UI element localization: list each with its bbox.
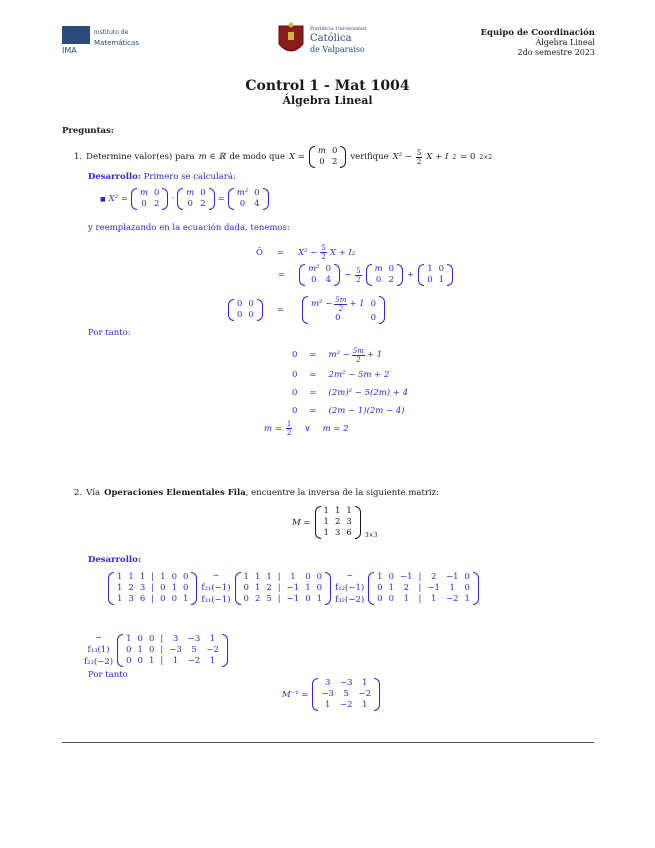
matrix-cell: 1 — [182, 593, 189, 604]
q2-dev-label: Desarrollo: — [88, 555, 141, 565]
q2-row-ops-1 — [108, 570, 479, 606]
logo-text-1: Instituto de — [94, 29, 129, 36]
q1-text-a: Determine valor(es) para — [86, 152, 195, 162]
logo-center-text-2: Católica — [310, 33, 352, 44]
matrix-cell: 3 — [324, 678, 331, 688]
matrix-cell: 1 — [403, 593, 409, 604]
matrix-cell: 0 — [148, 644, 155, 655]
matrix-cell: 1 — [305, 582, 311, 593]
university-logo — [276, 22, 381, 60]
matrix-cell: 1 — [128, 571, 134, 582]
q2-row-ops-2 — [84, 632, 228, 668]
matrix-cell: 1 — [160, 571, 166, 582]
q2-statement — [74, 488, 439, 498]
q1-step-1: 0 = m² − $\frac{5m}{2}$ + 1 — [292, 346, 383, 364]
matrix-cell: 0 — [126, 655, 132, 666]
matrix-cell: 3 — [139, 582, 146, 593]
matrix-cell: 0 — [171, 571, 177, 582]
matrix-cell: 1 — [323, 517, 329, 527]
matrix-cell: 1 — [209, 633, 216, 644]
matrix-cell: 0 — [243, 593, 249, 604]
q1-x-eq: X = — [289, 152, 305, 162]
matrix-cell: 2 — [430, 571, 437, 582]
matrix-cell: 3 — [334, 528, 341, 538]
matrix-cell: | — [418, 593, 422, 604]
matrix-cell: 0 — [388, 593, 395, 604]
matrix-cell: 1 — [449, 582, 455, 593]
row-operations — [84, 632, 113, 668]
matrix-cell: 2 — [254, 593, 261, 604]
q2-text-c: , encuentre la inversa de la siguiente matriz: — [245, 488, 439, 498]
page-subtitle: Álgebra Lineal — [282, 94, 373, 107]
matrix-cell: | — [277, 571, 281, 582]
logo-block — [62, 26, 90, 44]
matrix-cell: | — [277, 593, 281, 604]
matrix-cell: 0 — [316, 582, 323, 593]
q2-text-b: Operaciones Elementales Fila — [104, 488, 246, 498]
q1-solution-steps — [292, 344, 492, 420]
matrix-cell: 0 — [160, 582, 166, 593]
matrix-cell: −2 — [445, 593, 459, 604]
matrix-cell: −1 — [400, 571, 413, 582]
matrix-cell: −3 — [339, 678, 353, 688]
matrix-cell: 1 — [171, 582, 177, 593]
logo-text-2: Matemáticas — [94, 39, 139, 47]
q1-sub: 2×2 — [479, 153, 493, 161]
matrix-cell: 1 — [324, 700, 331, 710]
row-operation: f₃₂(−2) — [335, 595, 365, 605]
matrix-cell: 1 — [316, 593, 323, 604]
row-operation: f₁₂(−1) — [335, 583, 365, 593]
matrix-cell: 0 — [316, 571, 323, 582]
matrix-cell: 0 — [377, 593, 383, 604]
q1-x2: X² − — [392, 152, 412, 162]
matrix-cell: 5 — [343, 689, 349, 699]
q2-number: 2. — [74, 488, 83, 498]
q1-text-d: verifique — [350, 152, 389, 162]
logo-mark: IMA — [62, 46, 77, 55]
matrix-cell: 1 — [254, 582, 261, 593]
matrix-cell: 0 — [148, 633, 155, 644]
matrix-cell: −1 — [286, 593, 300, 604]
matrix-cell: 5 — [191, 644, 197, 655]
matrix-cell: | — [151, 582, 155, 593]
matrix-cell: −1 — [427, 582, 440, 593]
q1-dev-label: Desarrollo: — [88, 172, 141, 182]
q1-matrix-x: m 0 0 2 — [309, 146, 346, 168]
matrix-cell: 0 — [182, 571, 189, 582]
matrix-cell: 1 — [254, 571, 261, 582]
matrix-cell: 0 — [171, 593, 177, 604]
inverse-matrix — [318, 678, 374, 711]
matrix-cell: 1 — [117, 582, 123, 593]
matrix-cell: | — [277, 582, 281, 593]
matrix-cell: −3 — [169, 644, 182, 655]
matrix-cell: 0 — [160, 593, 166, 604]
q1-statement: 1. Determine valor(es) para m ∈ ℝ de modo que X = m 0 0 2 verifique X² − $\frac{5}{2}$ X + I 2 = 0 2×2 — [74, 146, 493, 167]
row-operations — [201, 570, 230, 606]
matrix-cell: | — [160, 655, 164, 666]
q1-text-f: = 0 — [460, 152, 476, 162]
matrix-cell: 0 — [182, 582, 189, 593]
matrix-cell: 3 — [128, 593, 134, 604]
matrix-cell: 1 — [362, 700, 368, 710]
matrix-cell: 6 — [346, 528, 352, 538]
q1-step-3: 0 = (2m)² − 5(2m) + 4 — [292, 388, 409, 398]
row-operation: f₂₁(−1) — [201, 583, 231, 593]
matrix-cell: 3 — [172, 633, 179, 644]
matrix-cell: | — [418, 582, 422, 593]
q1-text-e: X + I — [426, 152, 449, 162]
q1-replace-text: y reemplazando en la ecuación dada, tenemos: — [88, 223, 290, 233]
matrix-cell: | — [151, 593, 155, 604]
matrix-cell: 0 — [137, 655, 143, 666]
q1-eq-row1: Ô = X² − $\frac{5}{2}$ X + I₂ — [256, 244, 356, 261]
matrix-cell: 1 — [346, 506, 352, 516]
team-title: Equipo de Coordinación — [480, 28, 595, 38]
matrix-cell: −2 — [187, 655, 201, 666]
q2-matrix-m: M = 1 1 1 1 2 3 1 3 6 $_{3\times 3}$ — [292, 506, 378, 539]
row-operation: ∼ — [346, 571, 354, 581]
matrix-cell: 0 — [377, 582, 383, 593]
course-name: Álgebra Lineal — [535, 38, 595, 47]
matrix-cell: −1 — [445, 571, 459, 582]
matrix-cell: 0 — [305, 593, 311, 604]
matrix-cell: 1 — [137, 644, 143, 655]
matrix-cell: 0 — [305, 571, 311, 582]
matrix-m — [321, 506, 355, 539]
matrix-cell: | — [160, 644, 164, 655]
matrix-cell: 2 — [334, 517, 341, 527]
matrix-cell: 0 — [126, 644, 132, 655]
matrix-cell: 1 — [209, 655, 216, 666]
q1-step-4: 0 = (2m − 1)(2m − 4) — [292, 406, 405, 416]
q1-step-2: 0 = 2m² − 5m + 2 — [292, 370, 390, 380]
q1-eq-row3: 0 0 0 0 = m² − $\frac{5m}{2}$ + 1 0 0 0 — [228, 296, 385, 324]
q2-text-a: Vía — [86, 488, 101, 498]
bottom-rule — [62, 742, 594, 743]
row-operation: ∼ — [212, 571, 220, 581]
page-title: Control 1 - Mat 1004 — [245, 78, 410, 94]
q1-development — [88, 172, 236, 182]
matrix-cell: 1 — [139, 571, 146, 582]
matrix-cell: −2 — [206, 644, 219, 655]
matrix-cell: 0 — [137, 633, 143, 644]
matrix-cell: 0 — [464, 571, 470, 582]
matrix-cell: 1 — [172, 655, 179, 666]
q1-number: 1. — [74, 152, 83, 162]
header-info — [481, 28, 595, 58]
matrix-cell: 1 — [388, 582, 395, 593]
row-operation: f₁₃(1) — [87, 645, 110, 655]
matrix-cell: 1 — [148, 655, 155, 666]
row-operation: f₃₁(−1) — [201, 595, 231, 605]
q2-dim: 3×3 — [364, 532, 378, 539]
matrix-cell: 5 — [266, 593, 272, 604]
q1-x-squared: ■ X² = m 0 0 2 · m 0 0 2 = m² 0 0 4 — [100, 188, 269, 210]
matrix-cell: | — [151, 571, 155, 582]
matrix-cell: 1 — [323, 528, 329, 538]
q1-text-b: m ∈ ℝ — [198, 152, 226, 162]
q1-dev-text: Primero se calculará: — [143, 172, 236, 182]
matrix-cell: 0 — [464, 582, 470, 593]
row-operation: ∼ — [95, 633, 103, 643]
augmented-matrix-4 — [123, 634, 222, 667]
q1-frac: $\frac{5}{2}$ — [416, 148, 422, 166]
matrix-cell: 1 — [290, 571, 296, 582]
matrix-cell: 1 — [243, 571, 249, 582]
matrix-cell: 1 — [362, 678, 368, 688]
matrix-cell: 2 — [128, 582, 134, 593]
matrix-cell: −3 — [187, 633, 201, 644]
q1-text-c: de modo que — [229, 152, 285, 162]
preguntas-heading: Preguntas: — [62, 126, 114, 136]
matrix-cell: 1 — [430, 593, 437, 604]
matrix-cell: −2 — [339, 700, 353, 710]
matrix-cell: 3 — [346, 517, 352, 527]
matrix-cell: −1 — [286, 582, 300, 593]
institute-logo — [62, 26, 142, 60]
augmented-matrix-2 — [241, 572, 326, 605]
matrix-cell: 0 — [388, 571, 395, 582]
q2-por-tanto: Por tanto — [88, 670, 128, 680]
q1-por-tanto: Por tanto: — [88, 328, 131, 338]
matrix-cell: 1 — [464, 593, 470, 604]
matrix-cell: 0 — [243, 582, 249, 593]
row-operation: f₂₃(−2) — [84, 657, 114, 667]
matrix-cell: −3 — [321, 689, 334, 699]
q2-inverse: M⁻¹ = 3 −3 1 −3 5 −2 1 −2 1 — [282, 678, 380, 711]
logo-center-text-3: de Valparaíso — [310, 45, 365, 54]
matrix-cell: | — [160, 633, 164, 644]
matrix-cell: 1 — [334, 506, 341, 516]
matrix-cell: 1 — [126, 633, 132, 644]
matrix-cell: 6 — [139, 593, 146, 604]
q1-final: m = $\frac{1}{2}$ ∨ m = 2 — [264, 420, 349, 437]
matrix-cell: | — [418, 571, 422, 582]
matrix-cell: 1 — [323, 506, 329, 516]
augmented-matrix-3 — [374, 572, 473, 605]
matrix-cell: 1 — [377, 571, 383, 582]
matrix-cell: 2 — [403, 582, 409, 593]
logo-center-text-1: Pontificia Universidad — [310, 26, 367, 32]
matrix-cell: 1 — [117, 571, 123, 582]
matrix-cell: 1 — [266, 571, 272, 582]
matrix-cell: 2 — [266, 582, 272, 593]
matrix-cell: 1 — [117, 593, 123, 604]
q1-eq-row2: = m² 0 0 4 − $\frac{5}{2}$ m 0 0 2 + 1 0 0 1 — [278, 264, 453, 286]
crest-icon — [276, 22, 306, 60]
matrix-cell: −2 — [358, 689, 372, 699]
augmented-matrix-1 — [114, 572, 191, 605]
semester: 2do semestre 2023 — [517, 48, 595, 57]
row-operations — [335, 570, 364, 606]
